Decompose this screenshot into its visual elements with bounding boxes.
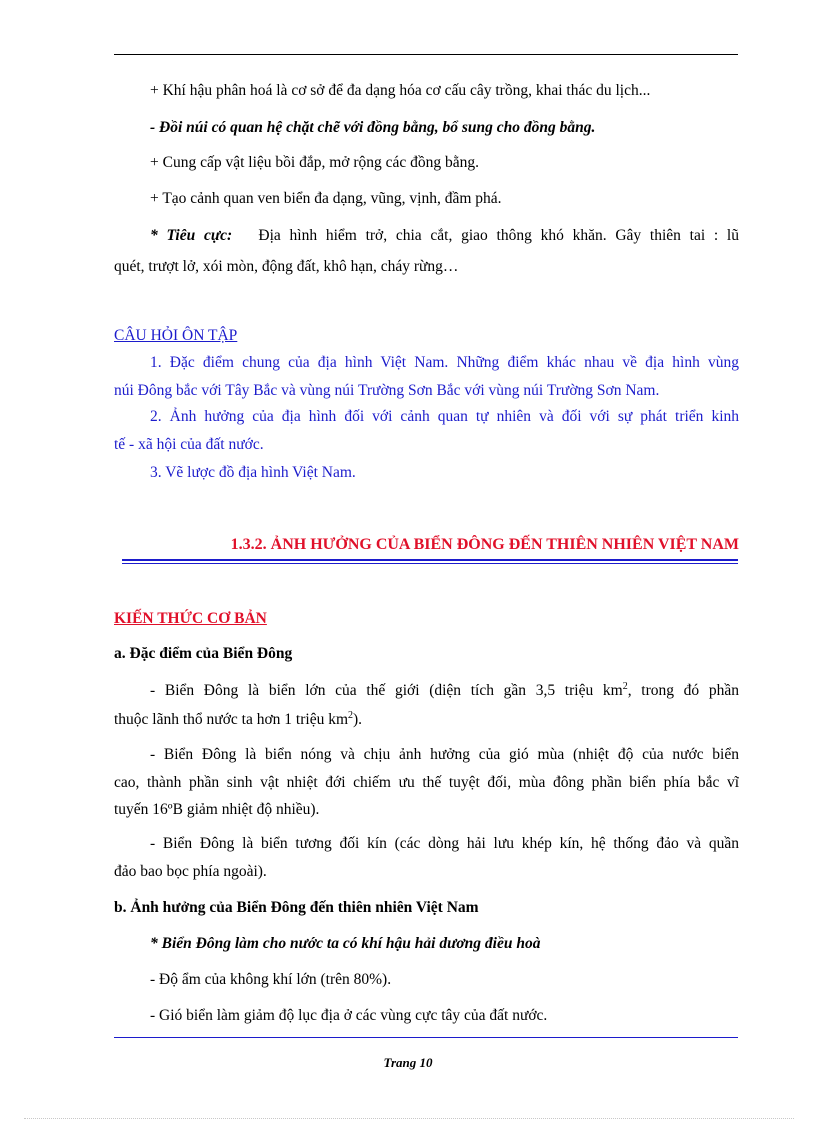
subheading-b: b. Ảnh hưởng của Biển Đông đến thiên nhiên Việt Nam bbox=[114, 899, 479, 916]
paragraph-line: - Biển Đông là biển tương đối kín (các dòng hải lưu khép kín, hệ thống đảo và quần bbox=[150, 835, 739, 852]
tieu-cuc-line bbox=[150, 226, 739, 246]
page-number: Trang 10 bbox=[383, 1055, 433, 1070]
text-fragment: , trong đó phần bbox=[627, 682, 739, 699]
text-fragment: ). bbox=[353, 711, 363, 728]
text-fragment: thuộc lãnh thổ nước ta hơn 1 triệu km bbox=[114, 711, 348, 728]
review-question-1: 1. Đặc điểm chung của địa hình Việt Nam. Những điểm khác nhau về địa hình vùng bbox=[150, 354, 739, 371]
bold-italic-line: * Biển Đông làm cho nước ta có khí hậu hải dương điều hoà bbox=[150, 935, 541, 952]
paragraph-line: - Gió biển làm giảm độ lục địa ở các vùng cực tây của đất nước. bbox=[150, 1007, 548, 1024]
review-question-1-cont: núi Đông bắc với Tây Bắc và vùng núi Trường Sơn Bắc với vùng núi Trường Sơn Nam. bbox=[114, 382, 660, 399]
superscript: 2 bbox=[348, 709, 353, 721]
tieu-cuc-label: * Tiêu cực: bbox=[150, 227, 233, 244]
paragraph-line: + Cung cấp vật liệu bồi đắp, mở rộng các đồng bằng. bbox=[150, 154, 480, 171]
paragraph-line: cao, thành phần sinh vật nhiệt đới chiếm ưu thế tuyệt đối, mùa đông phần biển phía bắc vĩ bbox=[114, 774, 739, 791]
footer-rule bbox=[114, 1037, 738, 1038]
paragraph-line: - Độ ẩm của không khí lớn (trên 80%). bbox=[150, 971, 392, 988]
paragraph-line: đảo bao bọc phía ngoài). bbox=[114, 863, 267, 880]
header-rule bbox=[114, 54, 738, 55]
paragraph-line bbox=[114, 710, 739, 730]
superscript: 2 bbox=[622, 681, 628, 692]
paragraph-line: quét, trượt lở, xói mòn, động đất, khô hạn, cháy rừng… bbox=[114, 258, 459, 275]
paragraph-line: tuyến 16ºB giảm nhiệt độ nhiều). bbox=[114, 801, 320, 818]
paragraph-line: - Biển Đông là biển nóng và chịu ảnh hưởng của gió mùa (nhiệt độ của nước biển bbox=[150, 746, 739, 763]
bold-italic-line: - Đồi núi có quan hệ chặt chẽ với đồng bằng, bổ sung cho đồng bằng. bbox=[150, 119, 596, 136]
page-edge-dotted bbox=[24, 1118, 794, 1119]
basics-heading: KIẾN THỨC CƠ BẢN bbox=[114, 610, 267, 627]
section-double-rule bbox=[122, 559, 738, 564]
paragraph-line: + Khí hậu phân hoá là cơ sở để đa dạng hóa cơ cấu cây trồng, khai thác du lịch... bbox=[150, 82, 651, 99]
tieu-cuc-text: Địa hình hiểm trở, chia cắt, giao thông khó khăn. Gây thiên tai : lũ bbox=[258, 227, 739, 244]
paragraph-line: + Tạo cảnh quan ven biển đa dạng, vũng, vịnh, đầm phá. bbox=[150, 190, 502, 207]
text-fragment: - Biển Đông là biển lớn của thế giới (diện tích gần 3,5 triệu km bbox=[150, 682, 623, 699]
paragraph-line bbox=[150, 681, 739, 701]
review-question-3: 3. Vẽ lược đồ địa hình Việt Nam. bbox=[150, 464, 356, 481]
review-question-2: 2. Ảnh hưởng của địa hình đối với cảnh quan tự nhiên và đối với sự phát triển kinh bbox=[150, 408, 739, 425]
section-title: 1.3.2. ẢNH HƯỞNG CỦA BIỂN ĐÔNG ĐẾN THIÊN NHIÊN VIỆT NAM bbox=[230, 536, 739, 553]
subheading-a: a. Đặc điểm của Biển Đông bbox=[114, 645, 293, 662]
review-question-2-cont: tế - xã hội của đất nước. bbox=[114, 436, 264, 453]
review-heading: CÂU HỎI ÔN TẬP bbox=[114, 327, 238, 344]
